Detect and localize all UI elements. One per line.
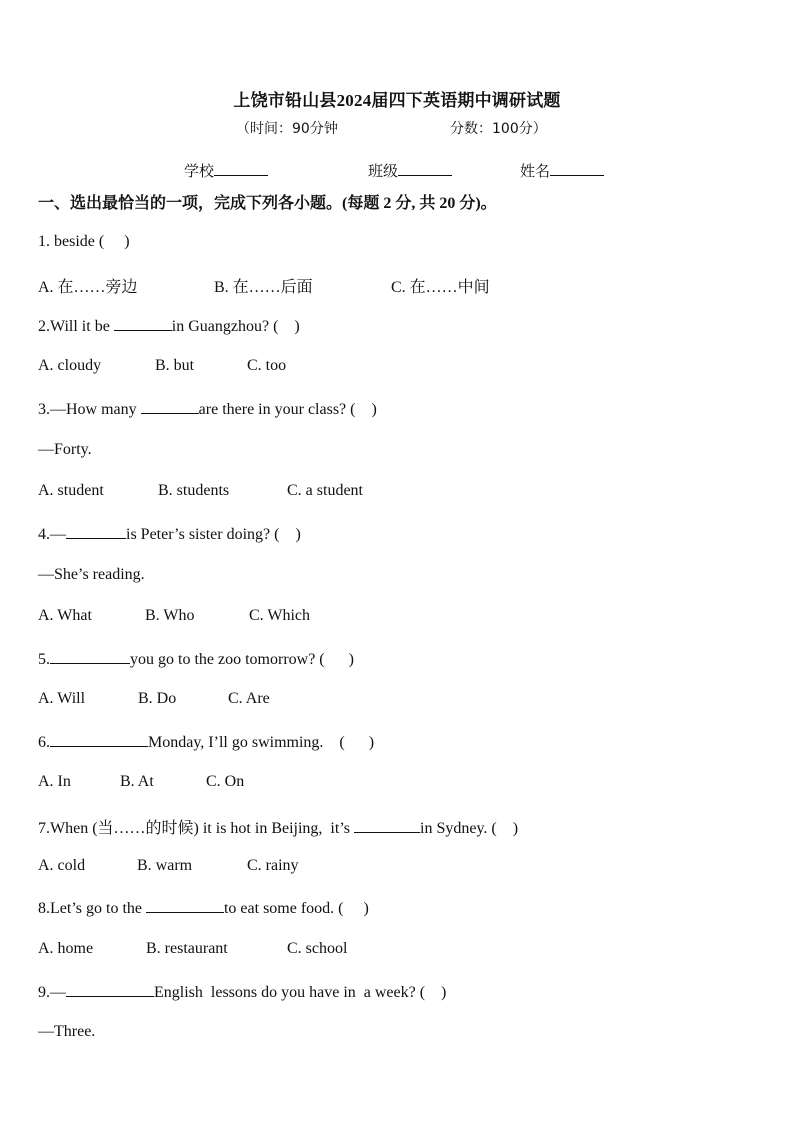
answer-blank[interactable]	[66, 524, 126, 539]
question-text-end: in Sydney. ( )	[420, 820, 519, 837]
option-c[interactable]: C. Are	[228, 690, 270, 707]
option-a[interactable]: A. student	[38, 482, 104, 499]
answer-blank[interactable]	[141, 399, 199, 414]
question-6	[38, 732, 374, 752]
option-a[interactable]: A. What	[38, 607, 92, 624]
option-c[interactable]: C. On	[206, 773, 245, 790]
question-4	[38, 524, 301, 544]
option-a[interactable]: A. home	[38, 940, 94, 957]
question-text: 5.	[38, 651, 50, 668]
question-text: 6.	[38, 734, 50, 751]
question-1	[38, 233, 130, 251]
answer-blank[interactable]	[146, 898, 224, 913]
question-9	[38, 982, 446, 1002]
option-a[interactable]: A. 在……旁边	[38, 279, 138, 296]
option-b[interactable]: B. restaurant	[146, 940, 228, 957]
question-5	[38, 649, 354, 669]
question-8	[38, 898, 369, 918]
question-text: 9.—	[38, 984, 66, 1001]
option-c[interactable]: C. 在……中间	[391, 279, 490, 296]
option-b[interactable]: B. 在……后面	[214, 279, 313, 296]
question-text-end: are there in your class? ( )	[198, 401, 377, 418]
question-text-end: )	[124, 233, 130, 250]
question-text: 7.When (当……的时候) it is hot in Beijing, it’s	[38, 820, 350, 837]
exam-title: 上饶市铅山县2024届四下英语期中调研试题	[233, 91, 561, 110]
school-field	[184, 160, 268, 181]
option-c[interactable]: C. rainy	[247, 857, 299, 874]
option-a[interactable]: A. In	[38, 773, 71, 790]
section-heading: 一、选出最恰当的一项，完成下列各小题。(每题 2 分, 共 20 分)。	[38, 195, 497, 212]
question-text: 2.Will it be	[38, 318, 110, 335]
option-c[interactable]: C. too	[247, 357, 287, 374]
class-field	[368, 160, 452, 181]
answer-3: —Forty.	[38, 441, 92, 458]
exam-score: 分数：100分）	[450, 121, 547, 137]
option-b[interactable]: B. but	[155, 357, 195, 374]
exam-time: （时间：90分钟	[236, 121, 338, 137]
school-label: 学校	[184, 162, 215, 180]
question-text-end: Monday, I’ll go swimming. ( )	[148, 734, 375, 751]
answer-4: —She’s reading.	[38, 566, 145, 583]
option-b[interactable]: B. warm	[137, 857, 193, 874]
option-c[interactable]: C. school	[287, 940, 348, 957]
option-b[interactable]: B. students	[158, 482, 230, 499]
class-blank[interactable]	[398, 161, 452, 176]
option-c[interactable]: C. a student	[287, 482, 363, 499]
name-label: 姓名	[520, 162, 551, 180]
question-text: 3.—How many	[38, 401, 137, 418]
class-label: 班级	[368, 162, 399, 180]
answer-blank[interactable]	[114, 316, 172, 331]
question-text-end: in Guangzhou? ( )	[171, 318, 300, 335]
option-a[interactable]: A. cloudy	[38, 357, 102, 374]
answer-blank[interactable]	[50, 649, 130, 664]
option-b[interactable]: B. Do	[138, 690, 177, 707]
option-a[interactable]: A. Will	[38, 690, 86, 707]
option-b[interactable]: B. Who	[145, 607, 195, 624]
question-7	[38, 815, 518, 838]
option-b[interactable]: B. At	[120, 773, 154, 790]
answer-blank[interactable]	[66, 982, 154, 997]
question-text: 8.Let’s go to the	[38, 900, 142, 917]
option-a[interactable]: A. cold	[38, 857, 86, 874]
question-text-end: is Peter’s sister doing? ( )	[126, 526, 301, 543]
question-text: 1. beside (	[38, 233, 105, 250]
question-text-end: to eat some food. ( )	[223, 900, 369, 917]
question-text-end: English lessons do you have in a week? ( )	[154, 984, 447, 1001]
name-blank[interactable]	[550, 161, 604, 176]
question-2	[38, 316, 300, 336]
question-text: 4.—	[38, 526, 66, 543]
option-c[interactable]: C. Which	[249, 607, 311, 624]
question-3	[38, 399, 377, 419]
school-blank[interactable]	[214, 161, 268, 176]
answer-blank[interactable]	[50, 732, 148, 747]
answer-9: —Three.	[38, 1023, 96, 1040]
name-field	[520, 160, 604, 181]
answer-blank[interactable]	[354, 818, 420, 833]
question-text-end: you go to the zoo tomorrow? ( )	[130, 651, 354, 668]
